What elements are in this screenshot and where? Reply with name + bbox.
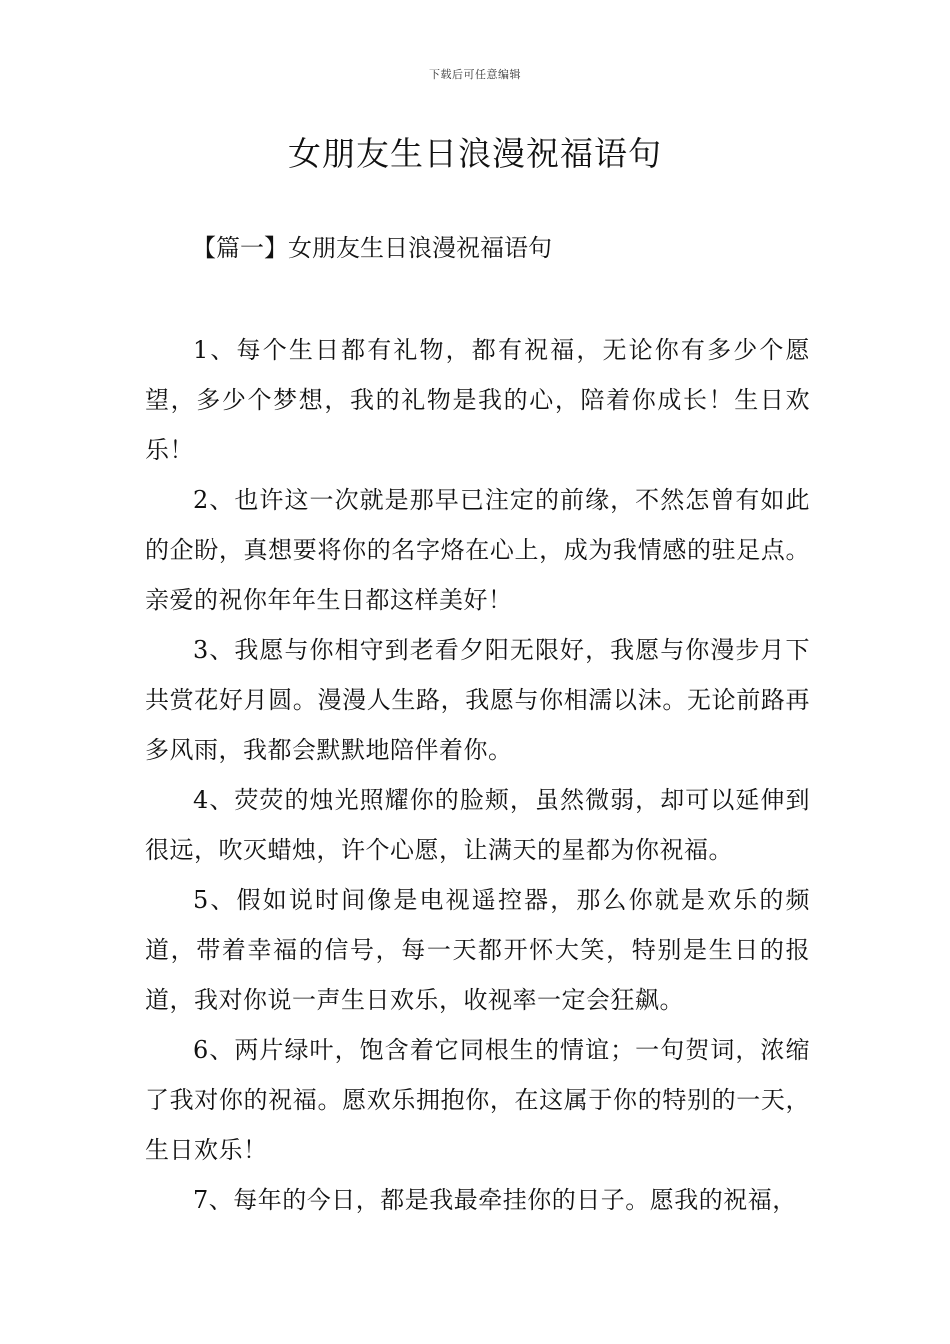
paragraph: 4、荧荧的烛光照耀你的脸颊，虽然微弱，却可以延伸到很远，吹灭蜡烛，许个心愿，让满天的星都为你祝福。: [145, 786, 810, 864]
header-note: 下载后可任意编辑: [429, 68, 521, 81]
paragraph: 1、每个生日都有礼物，都有祝福，无论你有多少个愿望，多少个梦想，我的礼物是我的心，陪着你成长！生日欢乐！: [145, 336, 810, 464]
paragraph: 7、每年的今日，都是我最牵挂你的日子。愿我的祝福，: [193, 1186, 797, 1214]
paragraph: 5、假如说时间像是电视遥控器，那么你就是欢乐的频道，带着幸福的信号，每一天都开怀大笑，特别是生日的报道，我对你说一声生日欢乐，收视率一定会狂飙。: [145, 886, 810, 1014]
section-heading: 【篇一】女朋友生日浪漫祝福语句: [192, 234, 552, 262]
paragraph: 3、我愿与你相守到老看夕阳无限好，我愿与你漫步月下共赏花好月圆。漫漫人生路，我愿与你相濡以沫。无论前路再多风雨，我都会默默地陪伴着你。: [145, 636, 810, 764]
page-title: 女朋友生日浪漫祝福语句: [288, 134, 662, 173]
body-text: [145, 325, 810, 1225]
paragraph: 6、两片绿叶，饱含着它同根生的情谊；一句贺词，浓缩了我对你的祝福。愿欢乐拥抱你，在这属于你的特别的一天，生日欢乐！: [145, 1036, 810, 1164]
paragraph: 2、也许这一次就是那早已注定的前缘，不然怎曾有如此的企盼，真想要将你的名字烙在心上，成为我情感的驻足点。亲爱的祝你年年生日都这样美好！: [145, 486, 810, 614]
